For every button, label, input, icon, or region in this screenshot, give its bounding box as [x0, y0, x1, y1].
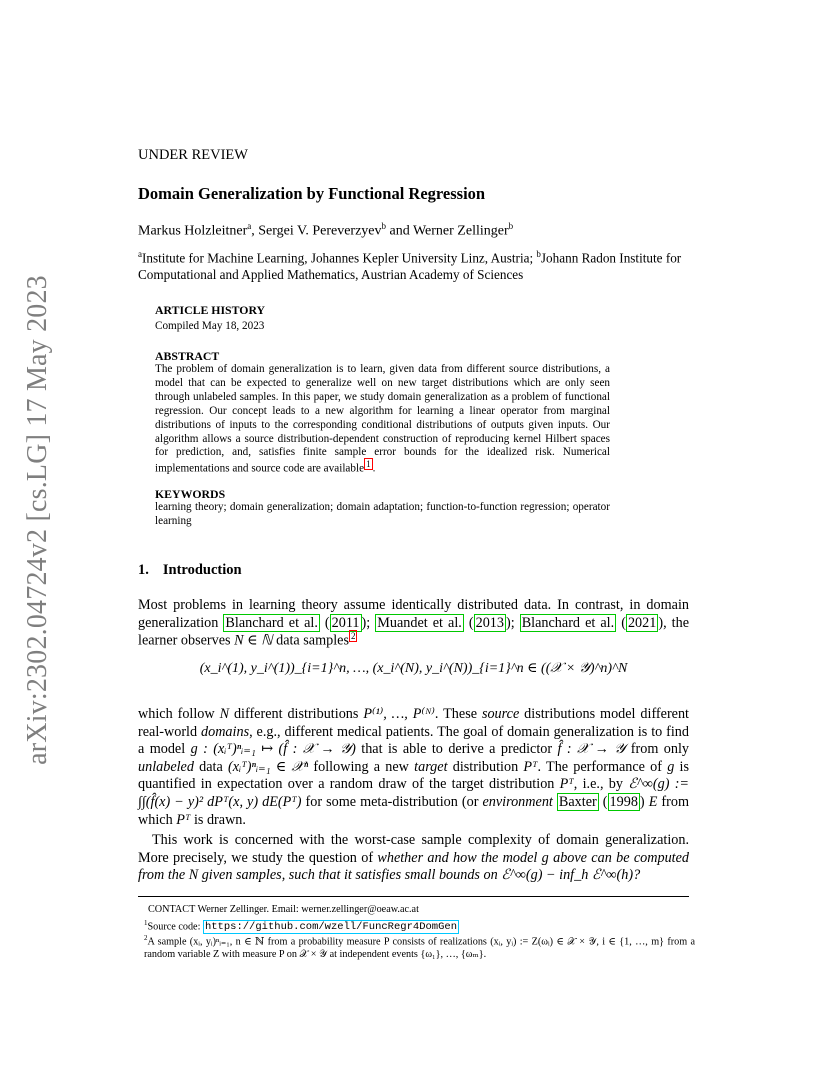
text: ) — [639, 793, 649, 810]
text: . The performance of — [537, 758, 668, 775]
citation-link[interactable]: Blanchard et al. — [225, 614, 318, 631]
author-affil-mark: b — [508, 221, 514, 231]
emphasis: environment — [482, 793, 553, 810]
footnote-text: Source code: — [147, 921, 203, 933]
author-name: Markus Holzleitner — [138, 223, 248, 239]
math-inline: f̂ : 𝒳 → 𝒴 — [557, 741, 626, 758]
text: . These — [434, 706, 482, 722]
affiliations — [138, 246, 698, 283]
text: , i.e., by — [573, 776, 629, 793]
emphasis: domains — [201, 723, 250, 740]
intro-paragraph-3 — [138, 832, 689, 885]
math-inline: Pᵀ — [523, 758, 538, 775]
footnote-number: 1 — [144, 919, 148, 927]
footnote-number: 2 — [144, 934, 148, 942]
affiliation-text: Institute for Machine Learning, Johannes Kepler University Linz, Austria; — [142, 250, 537, 266]
arxiv-watermark — [10, 270, 65, 770]
text: for some meta-distribution (or — [301, 793, 483, 810]
math-inline: g — [667, 758, 675, 775]
text: is quantified in expectation over a random draw of the target distribution — [138, 758, 689, 793]
text: is drawn. — [190, 811, 246, 828]
text: that is able to derive a predictor — [355, 741, 558, 758]
text: from which — [138, 793, 689, 828]
text: which follow — [138, 706, 220, 722]
text: data — [193, 758, 228, 775]
text: data samples — [272, 632, 349, 649]
running-header: UNDER REVIEW — [138, 147, 248, 163]
arxiv-watermark-text: arXiv:2302.04724v2 [cs.LG] 17 May 2023 — [21, 275, 53, 765]
math-inline: N ∈ ℕ — [234, 632, 273, 649]
text: distributions model different real-world — [138, 706, 690, 740]
footnote-rule — [138, 896, 689, 897]
contact-footnote: CONTACT Werner Zellinger. Email: werner.zellinger@oeaw.ac.at — [148, 904, 419, 915]
emphasis: unlabeled — [138, 758, 194, 775]
math-inline: Pᵀ — [176, 811, 191, 828]
author-affil-mark: a — [247, 221, 252, 231]
keywords-heading: KEYWORDS — [155, 487, 226, 501]
keywords-text: learning theory; domain generalization; domain adaptation; function-to-function regression; operator learning — [155, 501, 610, 527]
footnote-link-1[interactable]: 1 — [366, 459, 371, 470]
text: different distributions — [229, 706, 364, 722]
source-code-link[interactable]: https://github.com/wzell/FuncRegr4DomGen — [204, 921, 457, 934]
footnote-link-2[interactable]: 2 — [350, 631, 356, 642]
intro-paragraph-1: Most problems in learning theory assume identically distributed data. In contrast, in domain generalization Blanchard et al. ( 2011 ); Muandet et al. ( 2013 ); Blanchard et al. ( 2021 ), the learner observes N ∈ ℕ data samples $^2$ — [138, 597, 689, 649]
paper-title: Domain Generalization by Functional Regression — [138, 184, 486, 203]
math-inline: ℰ^∞(g) := ∫∫(f̂(x) − y)² dPᵀ(x, y) dE(Pᵀ) — [138, 776, 689, 810]
affil-mark: b — [536, 249, 541, 259]
math-inline: (xᵢᵀ)ⁿᵢ₌₁ ∈ 𝒳ⁿ — [228, 758, 309, 775]
math-inline: g : (xᵢᵀ)ⁿᵢ₌₁ ↦ (f̂ : 𝒳 → 𝒴) — [190, 741, 356, 758]
author-name: and Werner Zellinger — [386, 223, 509, 239]
section-heading — [138, 562, 242, 579]
math-inline: Pᵀ — [559, 776, 574, 793]
footnote-text: A sample (xᵢ, yᵢ)ⁿᵢ₌₁, n ∈ ℕ from a probability measure P consists of realizations (xᵢ, yᵢ) := Z(ωᵢ) ∈ 𝒳 × 𝒴, i ∈ {1, …, m} from a random variable Z with measure P on 𝒳 × 𝒴 at independent events {ω₁}, …, {ωₘ}. — [144, 936, 695, 961]
author-list — [138, 221, 513, 240]
math-inline: P⁽¹⁾, …, P⁽ᴺ⁾ — [363, 706, 435, 722]
citation-year-link[interactable]: 2013 — [475, 614, 504, 631]
text: , the learner observes — [138, 614, 689, 649]
emphasis: source — [481, 706, 520, 722]
intro-paragraph-2: which follow N different distributions P⁽¹⁾, …, P⁽ᴺ⁾. These source distributions model different real-world domains, e.g., different medical patients. The goal of domain generalization is to find a model g : (xᵢᵀ)ⁿᵢ₌₁ ↦ (f̂ : 𝒳 → 𝒴) that is able to derive a predictor f̂ : 𝒳 → 𝒴 from only unlabeled data (xᵢᵀ)ⁿᵢ₌₁ ∈ 𝒳ⁿ following a new target distribution Pᵀ. The performance of g is quantified in expectation over a random draw of the target distribution Pᵀ, i.e., by ℰ^∞(g) := ∫∫(f̂(x) − y)² dPᵀ(x, y) dE(Pᵀ) for some meta-distribution (or environment Baxter ( 1998 ) E from which Pᵀ is drawn. — [138, 706, 690, 828]
text: following a new — [308, 758, 415, 775]
emphasis: target — [414, 758, 448, 775]
citation-link[interactable]: Baxter — [558, 793, 597, 810]
citation-year-link[interactable]: 1998 — [609, 793, 638, 810]
abstract-text — [155, 363, 610, 477]
display-equation — [138, 660, 689, 677]
abstract-body: The problem of domain generalization is to learn, given data from different source distributions, a model that can be expected to generalize well on new target distributions which are only seen through unlabeled samples. In this paper, we study domain generalization as a problem of functional regression. Our concept leads to a new algorithm for learning a linear operator from marginal distributions of inputs to the corresponding conditional distributions of outputs given inputs. Our algorithm allows a source distribution-dependent construction of reproducing kernel Hilbert spaces for prediction, and, satisfies finite sample error bounds for the idealized risk. Numerical implementations and source code are available — [155, 363, 610, 476]
abstract-heading: ABSTRACT — [155, 349, 220, 363]
compiled-date: Compiled May 18, 2023 — [155, 320, 265, 332]
author-affil-mark: b — [381, 221, 386, 231]
abstract-end: . — [372, 463, 376, 476]
text: Most problems in learning theory assume identically distributed data. In contrast, in domain generalization — [138, 597, 689, 631]
text: This work is concerned with the worst-case sample complexity of domain generalization. More precisely, we study the question of — [138, 832, 689, 866]
citation-link[interactable]: Muandet et al. — [377, 614, 462, 631]
article-history-heading: ARTICLE HISTORY — [155, 303, 266, 317]
math-inline: N — [219, 706, 230, 722]
text: from only — [625, 741, 689, 758]
section-number: 1. — [138, 562, 149, 578]
text: distribution — [447, 758, 524, 775]
affiliation-text: Johann Radon Institute for Computational and Applied Mathematics, Austrian Academy of Sciences — [138, 250, 682, 283]
footnote-2 — [138, 932, 695, 961]
author-name: , Sergei V. Pereverzyev — [251, 223, 382, 239]
text: , e.g., different medical patients. The goal of domain generalization is to find a model — [138, 723, 689, 758]
section-title: Introduction — [162, 562, 242, 578]
equation-text: (x_i^(1), y_i^(1))_{i=1}^n, …, (x_i^(N), y_i^(N))_{i=1}^n ∈ ((𝒳 × 𝒴)^n)^N — [199, 661, 628, 676]
affil-mark: a — [138, 249, 142, 259]
citation-link[interactable]: Blanchard et al. — [521, 614, 615, 631]
math-inline: E — [648, 793, 658, 810]
citation-year-link[interactable]: 2011 — [331, 614, 360, 631]
emphasis: whether and how the model g above can be computed from the N given samples, such that it satisfies small bounds on ℰ^∞(g) − inf_h ℰ^∞(h)? — [138, 849, 689, 884]
citation-year-link[interactable]: 2021 — [627, 614, 657, 631]
